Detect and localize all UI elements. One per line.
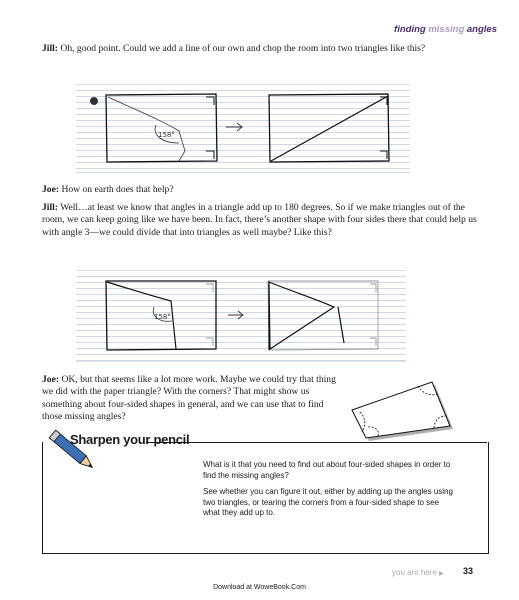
header-text-highlight: missing xyxy=(428,24,465,35)
sketch-note-2 xyxy=(76,270,406,362)
dialogue-text: OK, but that seems like a lot more work. Maybe we could try that thing we did with the paper triangle? With the corners? That might show us something about four-sided shapes in general, and we can use that to find those missing angles? xyxy=(42,374,336,423)
jill-paragraph-2 xyxy=(42,202,482,239)
joe-paragraph-1 xyxy=(42,184,482,196)
sharpen-box-top-border xyxy=(146,442,487,443)
header-text-end: angles xyxy=(464,24,497,35)
triangle-right-icon: ▶ xyxy=(439,571,444,577)
you-are-here-label xyxy=(392,568,444,577)
dialogue-text: Well…at least we know that angles in a triangle add up to 180 degrees. So if we make triangles out of the room, we can keep going like we have been. In fact, there’s another shape with four sides there that could help us with angle 3—we could divide that into triangles as well maybe? Like this? xyxy=(42,202,477,238)
speaker-name: Joe: xyxy=(42,184,60,195)
sketch-note-1 xyxy=(76,84,410,173)
angle-label: 158° xyxy=(154,313,171,321)
sketch-2-drawing xyxy=(76,271,406,361)
sharpen-title: Sharpen your pencil xyxy=(70,432,190,447)
you-are-here-text: you are here xyxy=(392,568,437,577)
dialogue-text: Oh, good point. Could we add a line of our own and chop the room into two triangles like this? xyxy=(58,43,426,54)
running-header xyxy=(0,24,497,35)
arrow-icon xyxy=(228,311,243,319)
speaker-name: Jill: xyxy=(42,43,58,54)
speaker-name: Jill: xyxy=(42,202,58,213)
sketch-1-drawing xyxy=(76,85,410,172)
page-number: 33 xyxy=(463,566,474,576)
speaker-name: Joe: xyxy=(42,374,60,385)
angle-label: 158° xyxy=(158,131,175,139)
sharpen-question-1: What is it that you need to find out about four-sided shapes in order to find the missing angles? xyxy=(203,460,451,480)
torn-quadrilateral-illustration xyxy=(338,374,458,444)
joe-paragraph-2 xyxy=(42,374,338,424)
jill-paragraph-1 xyxy=(42,43,482,55)
arrow-icon xyxy=(226,123,242,131)
dialogue-text: How on earth does that help? xyxy=(59,184,174,195)
sharpen-question-2: See whether you can figure it out, either by adding up the angles using two triangles, or tearing the corners from a four-sided shape to see what they add up to. xyxy=(203,487,453,518)
download-credit: Download at WoweBook.Com xyxy=(213,584,306,591)
hole-punch xyxy=(90,97,98,105)
header-text: finding xyxy=(394,24,429,35)
